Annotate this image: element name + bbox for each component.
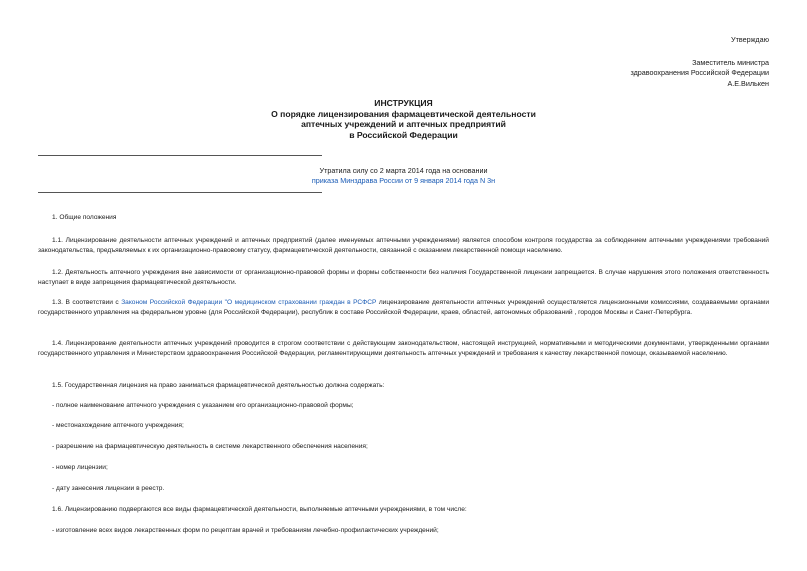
title-line-3: аптечных учреждений и аптечных предприятий (301, 119, 506, 130)
approval-line-approve: Утверждаю (731, 35, 769, 44)
paragraph-1-1: 1.1. Лицензирование деятельности аптечных учреждений и аптечных предприятий (далее именуемых аптечными учреждениями) является способом контроля государства за соблюдением аптечными учреждениями требований законодательства, предъявляемых к их организационно-правовому статусу, фармацевтической деятельности, связанной с оказанием лекарственной помощи населению. (38, 237, 769, 254)
list-item: - местонахождение аптечного учреждения; (52, 422, 184, 429)
list-item: - дату занесения лицензии в реестр. (52, 485, 165, 492)
paragraph-1-3-start: 1.3. В соответствии с (52, 299, 122, 306)
approval-line-name: А.Е.Вилькен (727, 78, 769, 88)
approval-block (731, 35, 769, 45)
section-heading: 1. Общие положения (52, 214, 117, 221)
divider-bottom (38, 192, 322, 193)
paragraph-1-6: 1.6. Лицензированию подвергаются все виды фармацевтической деятельности, выполняемые аптечными учреждениями, в том числе: (52, 506, 467, 513)
list-item: - изготовление всех видов лекарственных форм по рецептам врачей и требованиям лечебно-профилактических учреждений; (52, 527, 439, 534)
paragraph-1-2: 1.2. Деятельность аптечного учреждения вне зависимости от организационно-правовой формы и формы собственности без наличия Государственной лицензии запрещается. В случае нарушения этого положения ответственность наступает в виде запрещения фармацевтической деятельности. (38, 269, 769, 286)
law-link[interactable]: Законом Российской Федерации "О медицинском страховании граждан в РСФСР (121, 299, 377, 306)
status-notice (0, 166, 807, 187)
approval-line-ministry: здравоохранения Российской Федерации (630, 68, 769, 78)
paragraph-1-5: 1.5. Государственная лицензия на право заниматься фармацевтической деятельностью должна содержать: (52, 382, 385, 389)
paragraph-1-3-end: лицензирование деятельности аптечных учреждений осуществляется лицензионными комиссиями, создаваемыми органами государственного управления на федеральном уровне (для Российской Федерации), республик в составе Российской Федерации, краев, областей, автономных образований , городов Москвы и Санкт-Петербурга. (38, 299, 769, 316)
paragraph-1-3 (38, 298, 769, 317)
title-line-2: О порядке лицензирования фармацевтической деятельности (271, 108, 536, 119)
status-link[interactable]: приказа Минздрава России от 9 января 2014 года N 3н (311, 176, 496, 186)
title-line-1: ИНСТРУКЦИЯ (374, 98, 433, 108)
document-title (0, 98, 807, 140)
approval-line-position: Заместитель министра (692, 58, 769, 67)
list-item: - разрешение на фармацевтическую деятельность в системе лекарственного обеспечения населения; (52, 443, 368, 450)
list-item: - полное наименование аптечного учреждения с указанием его организационно-правовой формы; (52, 402, 354, 409)
title-line-4: в Российской Федерации (349, 129, 458, 140)
status-text: Утратила силу со 2 марта 2014 года на основании (319, 166, 488, 175)
approval-signatory (630, 58, 769, 89)
list-item: - номер лицензии; (52, 464, 108, 471)
paragraph-1-4: 1.4. Лицензирование деятельности аптечных учреждений проводится в строгом соответствии с действующим законодательством, настоящей инструкцией, нормативными и методическими документами, утвержденными органами государственного управления и Министерством здравоохранения Российской Федерации, регламентирующими деятельность аптечных учреждений и требования к качеству лекарственной помощи, оказываемой населению. (38, 340, 769, 357)
divider-top (38, 155, 322, 156)
